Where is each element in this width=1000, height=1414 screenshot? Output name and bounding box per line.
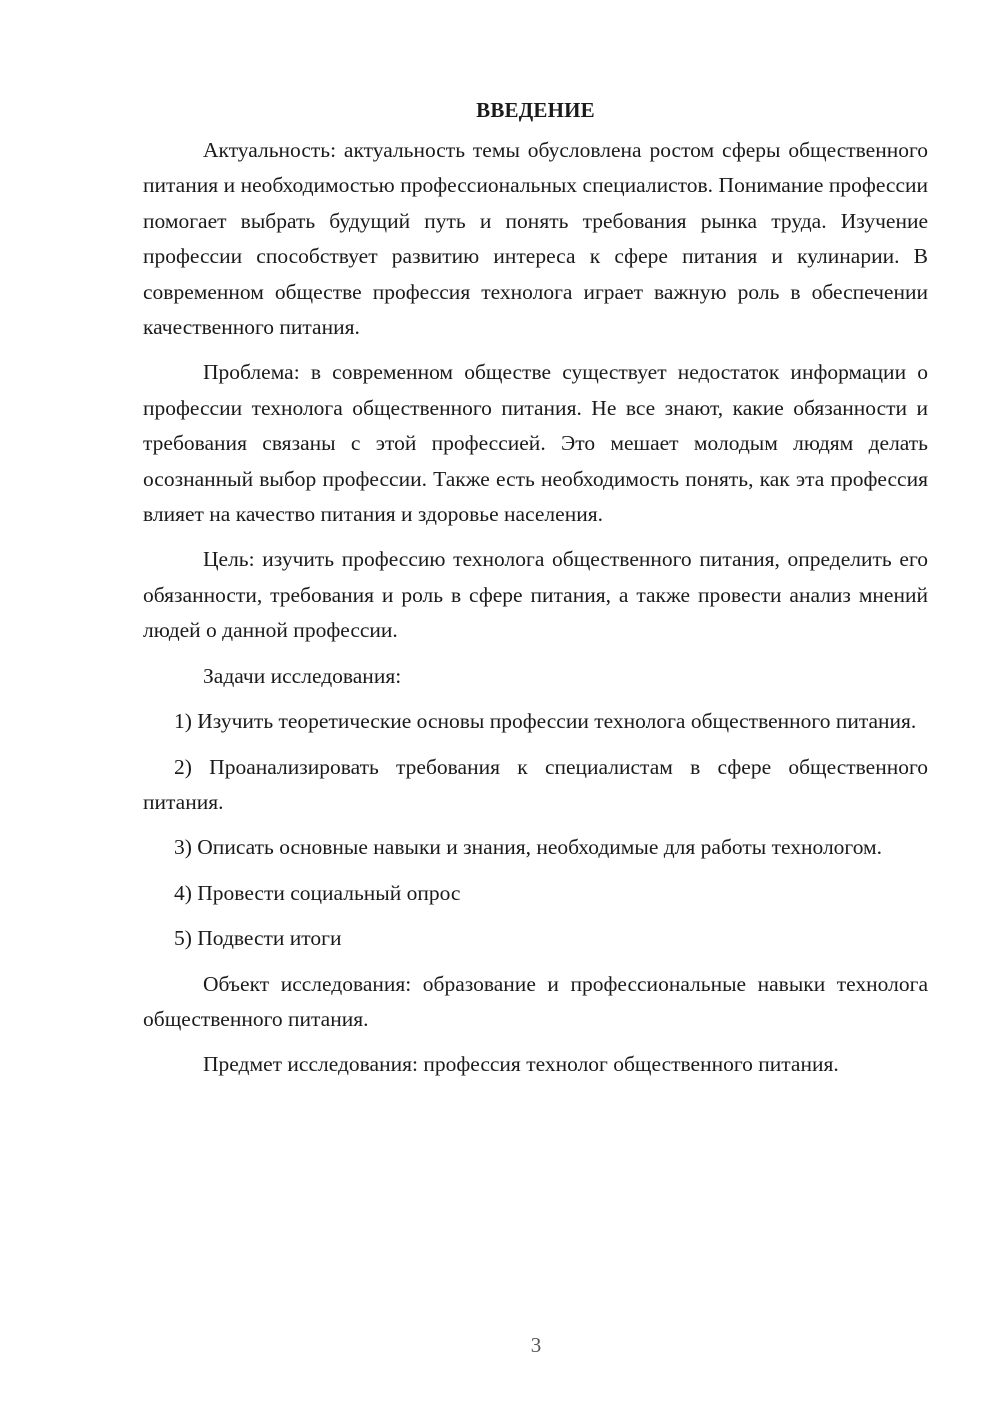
- task-item-4: 4) Провести социальный опрос: [174, 880, 461, 905]
- section-title: ВВЕДЕНИЕ: [476, 98, 595, 122]
- tasks-heading: Задачи исследования:: [203, 663, 402, 688]
- task-item-3: 3) Описать основные навыки и знания, необходимые для работы технологом.: [174, 835, 883, 860]
- subject-paragraph: Предмет исследования: профессия технолог общественного питания.: [203, 1052, 839, 1077]
- relevance-paragraph: Актуальность: актуальность темы обусловлена ростом сферы общественного питания и необходимостью профессиональных специалистов. Понимание профессии помогает выбрать будущий путь и понять требования рынка труда. Изучение профессии способствует развитию интереса к сфере питания и кулинарии. В современном обществе профессия технолога играет важную роль в обеспечении качественного питания.: [143, 138, 928, 340]
- document-page: [143, 93, 928, 1093]
- task-item-2: 2) Проанализировать требования к специалистам в сфере общественного питания.: [143, 754, 928, 814]
- problem-paragraph: Проблема: в современном обществе существует недостаток информации о профессии технолога общественного питания. Не все знают, какие обязанности и требования связаны с этой профессией. Это мешает молодым людям делать осознанный выбор профессии. Также есть необходимость понять, как эта профессия влияет на качество питания и здоровье населения.: [143, 360, 928, 527]
- goal-paragraph: Цель: изучить профессию технолога общественного питания, определить его обязанности, требования и роль в сфере питания, а также провести анализ мнений людей о данной профессии.: [143, 547, 928, 643]
- page-number: 3: [530, 1333, 542, 1357]
- task-item-1: 1) Изучить теоретические основы профессии технолога общественного питания.: [174, 709, 917, 734]
- object-paragraph: Объект исследования: образование и профессиональные навыки технолога общественного питания.: [143, 971, 928, 1031]
- task-item-5: 5) Подвести итоги: [174, 926, 342, 951]
